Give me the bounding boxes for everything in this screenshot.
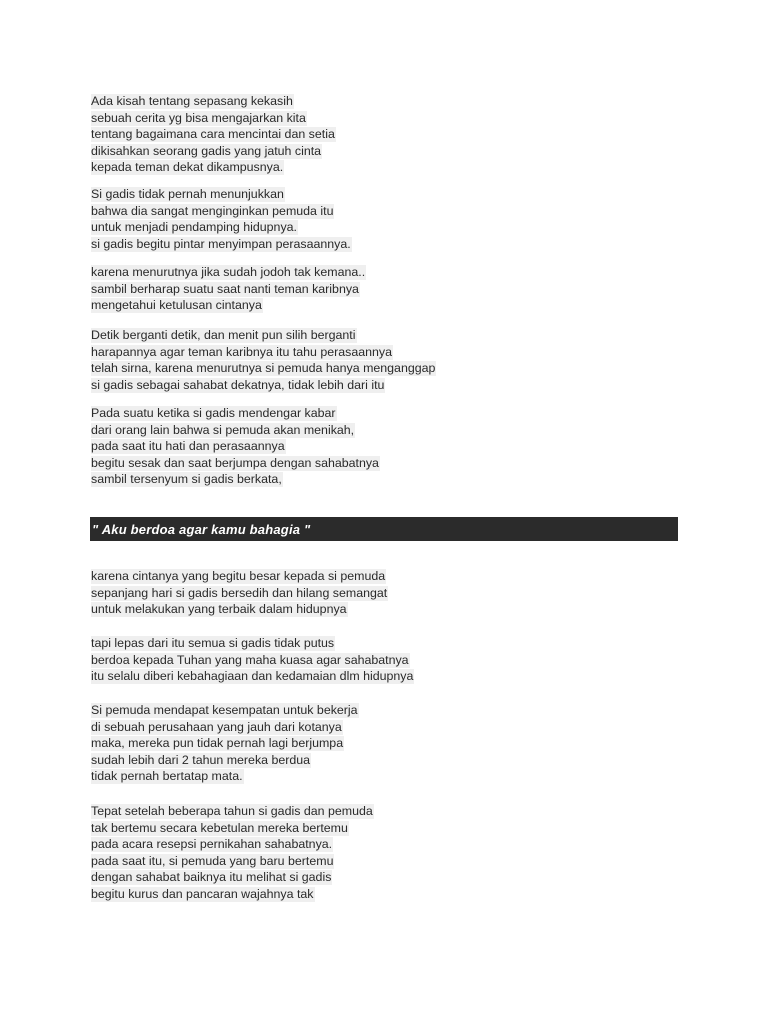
text-line: tentang bagaimana cara mencintai dan setia: [91, 127, 335, 142]
text-line: dikisahkan seorang gadis yang jatuh cinta: [91, 143, 322, 158]
text-line: Si pemuda mendapat kesempatan untuk bekerja: [91, 703, 358, 717]
text-line: telah sirna, karena menurutnya si pemuda hanya menganggap: [91, 361, 436, 376]
text-line: si gadis sebagai sahabat dekatnya, tidak lebih dari itu: [91, 377, 385, 392]
text-line: di sebuah perusahaan yang jauh dari kotanya: [91, 719, 342, 734]
text-line: sepanjang hari si gadis bersedih dan hilang semangat: [91, 585, 388, 600]
text-line: harapannya agar teman karibnya itu tahu perasaannya: [91, 344, 393, 359]
text-line: Si gadis tidak pernah menunjukkan: [91, 187, 284, 201]
text-line: dari orang lain bahwa si pemuda akan menikah,: [91, 422, 355, 437]
text-line: karena cintanya yang begitu besar kepada si pemuda: [91, 569, 386, 583]
text-line: sambil berharap suatu saat nanti teman karibnya: [91, 281, 359, 296]
text-line: tapi lepas dari itu semua si gadis tidak putus: [91, 636, 335, 650]
paragraph-2: [91, 186, 352, 252]
paragraph-1: [91, 93, 336, 176]
text-line: tak bertemu secara kebetulan mereka bertemu: [91, 820, 348, 835]
text-line: si gadis begitu pintar menyimpan perasaannya.: [91, 236, 351, 251]
quote-text: " Aku berdoa agar kamu bahagia ": [92, 522, 311, 537]
text-line: kepada teman dekat dikampusnya.: [91, 160, 284, 175]
text-line: sudah lebih dari 2 tahun mereka berdua: [91, 752, 311, 767]
text-line: karena menurutnya jika sudah jodoh tak kemana..: [91, 265, 366, 279]
text-line: maka, mereka pun tidak pernah lagi berjumpa: [91, 736, 344, 751]
text-line: itu selalu diberi kebahagiaan dan kedamaian dlm hidupnya: [91, 669, 414, 684]
text-line: pada saat itu hati dan perasaannya: [91, 439, 285, 454]
text-line: pada acara resepsi pernikahan sahabatnya.: [91, 837, 333, 852]
text-line: begitu kurus dan pancaran wajahnya tak: [91, 886, 314, 901]
text-line: Tepat setelah beberapa tahun si gadis dan pemuda: [91, 804, 373, 818]
paragraph-5: [91, 405, 380, 488]
text-line: Pada suatu ketika si gadis mendengar kabar: [91, 406, 336, 420]
paragraph-6: [91, 568, 388, 618]
text-line: mengetahui ketulusan cintanya: [91, 298, 262, 313]
text-line: untuk menjadi pendamping hidupnya.: [91, 220, 297, 235]
paragraph-4: [91, 327, 436, 393]
text-line: untuk melakukan yang terbaik dalam hidupnya: [91, 602, 347, 617]
quote-banner: [90, 517, 678, 541]
text-line: berdoa kepada Tuhan yang maha kuasa agar sahabatnya: [91, 652, 409, 667]
text-line: Detik berganti detik, dan menit pun silih berganti: [91, 328, 356, 342]
text-line: sebuah cerita yg bisa mengajarkan kita: [91, 110, 306, 125]
text-line: dengan sahabat baiknya itu melihat si gadis: [91, 870, 332, 885]
text-line: tidak pernah bertatap mata.: [91, 769, 243, 784]
paragraph-7: [91, 635, 414, 685]
paragraph-8: [91, 702, 359, 785]
text-line: Ada kisah tentang sepasang kekasih: [91, 94, 293, 108]
text-line: bahwa dia sangat menginginkan pemuda itu: [91, 203, 334, 218]
text-line: sambil tersenyum si gadis berkata,: [91, 472, 282, 487]
paragraph-9: [91, 803, 374, 903]
text-line: pada saat itu, si pemuda yang baru bertemu: [91, 853, 334, 868]
paragraph-3: [91, 264, 366, 314]
text-line: begitu sesak dan saat berjumpa dengan sahabatnya: [91, 455, 379, 470]
